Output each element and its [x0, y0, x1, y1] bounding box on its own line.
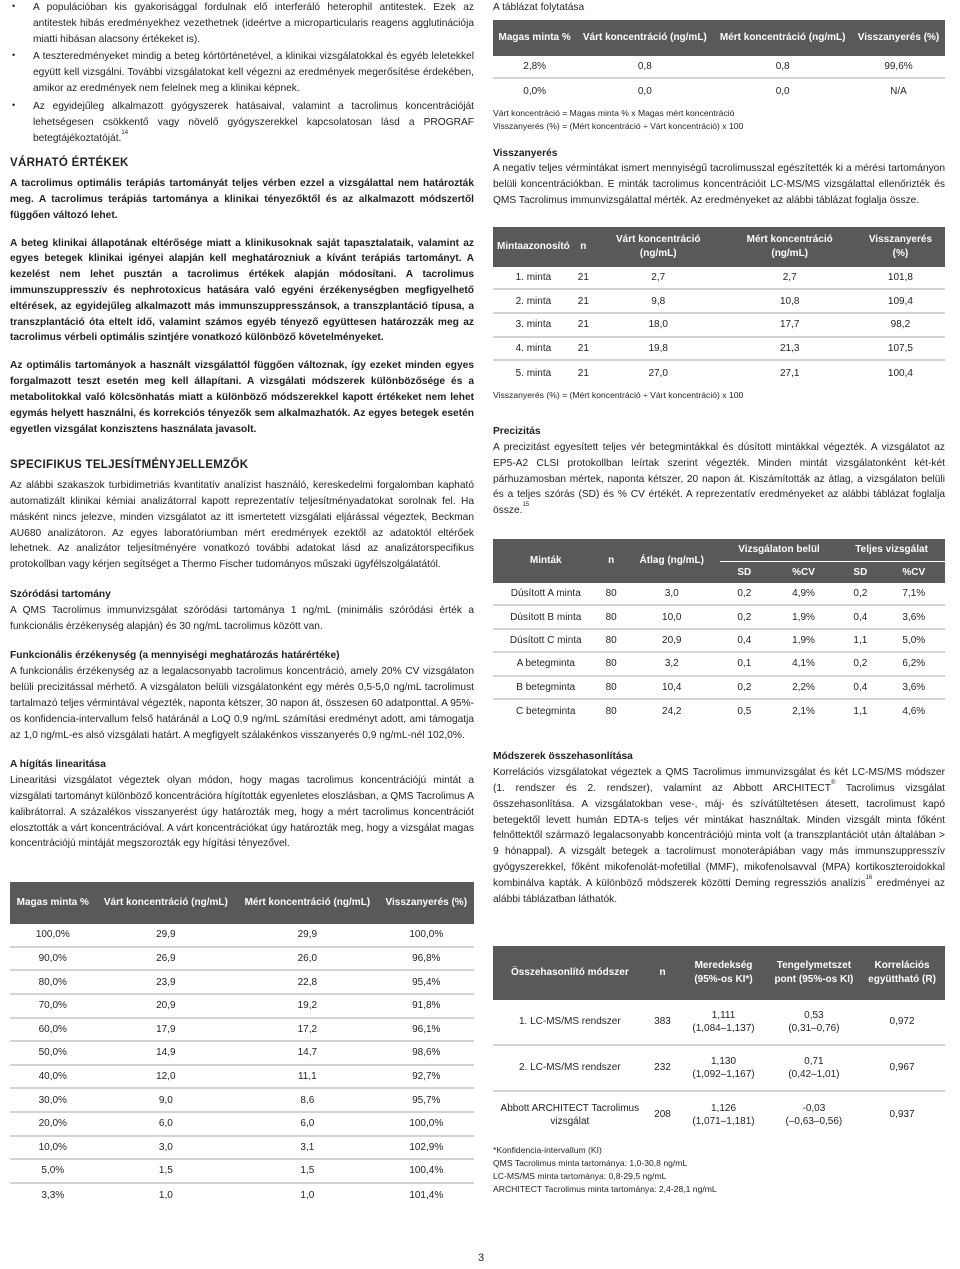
cell-line: 0,972: [889, 1016, 915, 1027]
column-header: n: [599, 539, 624, 583]
table-cell: 2,2%: [769, 677, 838, 700]
cell-line: Abbott ARCHITECT Tacrolimus vizsgálat: [500, 1102, 640, 1127]
table-row: [493, 1046, 945, 1092]
table-cell: 2,1%: [792, 706, 815, 718]
column-header: Tengelymetszet pont (95%-os KI): [769, 946, 859, 1000]
table-cell: 0,0: [637, 85, 652, 97]
table-cell: 0,4: [838, 606, 882, 629]
table-row: [493, 290, 945, 314]
table-cell: 27,1: [779, 367, 800, 379]
column-header: Visszanyerés (%): [379, 882, 474, 924]
column-header: Várt koncentráció (ng/mL): [593, 227, 724, 267]
table-row: [493, 314, 945, 338]
table-cell: 80: [599, 606, 624, 629]
cell-line: 0,71: [804, 1055, 824, 1067]
table-cell: 102,9%: [379, 1137, 474, 1161]
table-cell: 80: [599, 677, 624, 700]
table-cell: 80: [605, 706, 617, 718]
table-cell: 6,0: [236, 1113, 378, 1137]
table-cell: 92,7%: [379, 1066, 474, 1090]
column-header: %CV: [769, 561, 838, 583]
right-column: [493, 0, 945, 1197]
table-cell: 5,0%: [10, 1160, 96, 1184]
table-cell: 1,1: [853, 706, 868, 718]
table-cell: 21: [574, 338, 593, 362]
subheading-dilution-linearity: A hígítás linearitása: [10, 759, 106, 771]
table-cell: [493, 1092, 647, 1138]
cell-line: (1,092–1,167): [692, 1068, 755, 1080]
table-cell: 100,4%: [379, 1160, 474, 1184]
table-cell: 96,8%: [379, 948, 474, 972]
table-cell: 1,0: [158, 1190, 173, 1202]
table-cell: 1,5: [236, 1160, 378, 1184]
list-item: • A teszteredményeket mindig a beteg kórtörténetével, a klinikai vizsgálatokkal és egyéb leletekkel együtt kell vizsgálni. További vizsgálatokat kell végezni az eredmények megerősítése érdekében, amikor az eredmények nem felelnek meg a klinikai képnek.: [10, 49, 474, 96]
paragraph-text: A precizitást egyesített teljes vér betegmintákkal és dúsított mintákkal végezték. A vizsgálatot az EP5-A2 CLSI protokollban leírtak szerint végezték. Minden mintát vizsgálatonként két-két párhuzamosban mértek, naponta kétszer, 20 napon át. Kiszámították az átlag, a vizsgálaton belüli és a teljes szórás (SD) és % CV értékét. A reprezentatív eredményeket az alábbi táblázat foglalja össze.: [493, 441, 945, 517]
table-cell: 109,4: [856, 290, 945, 314]
table-cell: 9,0: [96, 1089, 237, 1113]
cell-line: 0,967: [889, 1062, 915, 1073]
table-cell: [769, 1092, 859, 1138]
table-row: [493, 606, 945, 629]
precision-table: [493, 539, 945, 723]
table-cell: 0,2: [838, 653, 882, 676]
cell-line: 0,937: [889, 1109, 915, 1120]
table-cell: 7,1%: [883, 583, 945, 606]
table-cell: 3,2: [624, 653, 720, 676]
paragraph: A funkcionális érzékenység az a legalacsonyabb tacrolimus koncentráció, amely 20% CV vizsgálaton belüli precizitással mérhető. A vizsgálaton belüli vizsgálatonként egy mérés 0,5-5,0 ng/mL tacrolimust tartalmazó teljes vérmintával végezték, naponta kétszer, 30 napon át, összesen 60 adatponttal. A 95%-os konfidencia-intervallum felső határánál a LoQ 0,9 ng/mL számítási eredményt adott, ami támogatja az 1,0 ng/mL-es alsó vizsgálati határt. A megfigyelt szálakénkos visszanyerés 0,9 ng/mL-nél 102,0%.: [10, 666, 474, 741]
linearity-table: [10, 882, 474, 1207]
table-cell: 60,0%: [10, 1019, 96, 1043]
subheading-precision: Precizitás: [493, 426, 541, 438]
table-row: [493, 338, 945, 362]
table-cell: 1,9%: [769, 630, 838, 653]
column-header: Visszanyerés (%): [856, 227, 945, 267]
table-cell: [647, 1000, 679, 1046]
table-cell: [859, 1000, 945, 1046]
table-cell: 107,5: [856, 338, 945, 362]
table-cell: 80: [599, 630, 624, 653]
registered-mark: ®: [830, 780, 836, 786]
method-comparison-table: [493, 946, 945, 1138]
cell-line: 1,126: [710, 1102, 737, 1114]
table-row: [10, 995, 474, 1019]
column-header: Összehasonlító módszer: [493, 946, 647, 1000]
table-cell: 2. minta: [493, 290, 574, 314]
table-cell: 80: [599, 653, 624, 676]
table-row: [10, 1113, 474, 1137]
table-cell: 21: [577, 367, 589, 379]
table-cell: 17,7: [724, 314, 856, 338]
table-cell: 22,8: [236, 971, 378, 995]
paragraph-text: eredményei az alábbi táblázatban láthatók.: [493, 877, 945, 905]
column-header: SD: [838, 561, 882, 583]
list-item: [10, 99, 474, 146]
column-header: Magas minta %: [493, 20, 576, 56]
column-header: Meredekség (95%-os KI*): [678, 946, 768, 1000]
reference-number: 14: [121, 129, 129, 136]
table-cell: 0,2: [720, 677, 769, 700]
table-row: [493, 1000, 945, 1046]
table-cell: 20,9: [96, 995, 237, 1019]
table-cell: 0,2: [720, 606, 769, 629]
cell-line: 232: [654, 1062, 671, 1073]
table-row: [493, 653, 945, 676]
table-cell: [678, 1092, 768, 1138]
column-header: Mért koncentráció (ng/mL): [236, 882, 378, 924]
table-cell: Dúsított A minta: [493, 583, 599, 606]
table-cell: 1,9%: [769, 606, 838, 629]
cell-line: 1,111: [711, 1009, 736, 1021]
reference-number: 16: [865, 874, 873, 881]
table-cell: 3,1: [236, 1137, 378, 1161]
table-note: ARCHITECT Tacrolimus minta tartománya: 2,4-28,1 ng/mL: [493, 1184, 717, 1195]
table-row: [10, 1089, 474, 1113]
column-header: Várt koncentráció (ng/mL): [576, 20, 713, 56]
table-cell: 0,0: [775, 85, 790, 97]
section-heading-performance: SPECIFIKUS TELJESÍTMÉNYJELLEMZŐK: [10, 459, 249, 472]
page-number: 3: [478, 1252, 485, 1264]
table-cell: 2,7: [593, 267, 724, 291]
cell-line: (0,31–0,76): [788, 1022, 840, 1034]
table-cell: [493, 1046, 647, 1092]
table-cell: 100,0%: [10, 924, 96, 948]
table-row: [10, 1160, 474, 1184]
cell-line: 208: [654, 1109, 671, 1120]
table-cell: 21: [574, 290, 593, 314]
table-cell: 1,1: [838, 630, 882, 653]
paragraph: A negatív teljes vérmintákat ismert mennyiségű tacrolimusszal egészítették ki a mérési tartományon belüli koncentrációkban. E minták tacrolimus koncentrációit LC-MS/MS vizsgálattal ellenőrizték és QMS Tacrolimus immunvizsgálattal mérték. Az eredményeket az alábbi táblázat foglalja össze.: [493, 163, 945, 207]
table-row: [493, 267, 945, 291]
table-cell: 3,6%: [883, 677, 945, 700]
table-cell: 12,0: [96, 1066, 237, 1090]
cell-line: (0,42–1,01): [788, 1068, 840, 1080]
table-cell: [678, 1000, 768, 1046]
table-cell: 100,4: [887, 367, 913, 379]
table-cell: [493, 1000, 647, 1046]
table-cell: 95,7%: [379, 1089, 474, 1113]
table-row: [493, 677, 945, 700]
table-cell: 29,9: [236, 924, 378, 948]
table-cell: 29,9: [96, 924, 237, 948]
paragraph: [493, 765, 945, 907]
table-cell: 11,1: [236, 1066, 378, 1090]
table-cell: 2,7: [724, 267, 856, 291]
linearity-table-continued: [493, 20, 945, 103]
table-cell: 98,6%: [379, 1042, 474, 1066]
column-header: n: [647, 946, 679, 1000]
table-row: [493, 79, 945, 103]
table-cell: 90,0%: [10, 948, 96, 972]
table-cell: 96,1%: [379, 1019, 474, 1043]
table-cell: 4,9%: [769, 583, 838, 606]
paragraph: A beteg klinikai állapotának eltérősége miatt a klinikusoknak saját tapasztalataik, valamint az egyes betegek klinikai igényei alapján kell meghatározniuk a kívánt terápiás tartományt. A kezelést nem lehet pusztán a tacrolimus értékek alapján módosítani. A tacrolimus immunszuppresszív és nephrotoxicus hatására való egyéni érzékenységben megfigyelhető eltérések, az egyidejűleg alkalmazott más immunszuppresszánsok, a transzplantáció típusa, a transzplantáció óta eltelt idő, valamint számos egyéb tényező együttesen határozzák meg az tacrolimus vérbeli optimális szintjére vonatkozó különböző követelményeket.: [10, 237, 474, 344]
table-cell: Dúsított C minta: [493, 630, 599, 653]
table-cell: 80: [599, 583, 624, 606]
table-cell: 20,9: [624, 630, 720, 653]
column-header: %CV: [883, 561, 945, 583]
column-header: Átlag (ng/mL): [624, 539, 720, 583]
table-cell: A betegminta: [493, 653, 599, 676]
table-cell: 24,2: [662, 706, 682, 718]
table-cell: 0,2: [720, 583, 769, 606]
left-column: [10, 0, 474, 1207]
table-row: [493, 630, 945, 653]
table-cell: 95,4%: [379, 971, 474, 995]
table-row: [10, 1019, 474, 1043]
list-item: • A populációban kis gyakorisággal fordulnak elő interferáló heterophil antitestek. Ezek az antitestek hibás eredményekhez vezethetnek (ideértve a microparticularis reagens agglutinációja miatti hibásan alacsony értékeket is).: [10, 0, 474, 47]
table-cell: C betegminta: [516, 706, 576, 718]
table-cell: 26,9: [96, 948, 237, 972]
table-cell: 23,9: [96, 971, 237, 995]
table-row: [10, 1137, 474, 1161]
table-cell: Dúsított B minta: [493, 606, 599, 629]
table-cell: [769, 1046, 859, 1092]
table-note: Várt koncentráció = Magas minta % x Magas mért koncentráció: [493, 108, 735, 118]
table-row: [493, 1092, 945, 1138]
table-row: [493, 700, 945, 723]
table-cell: 5,0%: [883, 630, 945, 653]
subheading-functional-sensitivity: Funkcionális érzékenység (a mennyiségi meghatározás határértéke): [10, 650, 340, 662]
table-row: [493, 583, 945, 606]
table-note: QMS Tacrolimus minta tartománya: 1,0-30,8 ng/mL: [493, 1157, 688, 1168]
table-cell: 101,4%: [409, 1190, 444, 1202]
table-cell: 5. minta: [515, 367, 552, 379]
table-cell: 2,8%: [493, 56, 576, 80]
cell-line: 1. LC-MS/MS rendszer: [518, 1016, 621, 1027]
table-cell: [769, 1000, 859, 1046]
column-header: Várt koncentráció (ng/mL): [96, 882, 237, 924]
table-cell: 10,0%: [10, 1137, 96, 1161]
paragraph: Linearitási vizsgálatot végeztek olyan módon, hogy magas tacrolimus koncentrációjú mintát a vizsgálati tartományt különböző koncentrációra hígították egyenletes eloszlásban, a QMS Tacrolimus A kalibrátorral. A százalékos visszanyerést úgy határozták meg, hogy a mért tacrolimus koncentrációt elosztották a várt koncentrációval. A várt koncentrációkat úgy határozták meg, hogy a vizsgálat magas koncentrációjú mintáját megszorozták egy hígítási tényezővel.: [10, 775, 474, 850]
limitations-list: [10, 0, 474, 146]
table-cell: 14,7: [236, 1042, 378, 1066]
table-note: LC-MS/MS minta tartománya: 0,8-29,5 ng/mL: [493, 1171, 667, 1182]
table-row: [493, 361, 945, 385]
subheading-range: Szóródási tartomány: [10, 589, 111, 600]
table-cell: 26,0: [236, 948, 378, 972]
table-cell: 0,2: [838, 583, 882, 606]
cell-line: 0,53: [804, 1009, 824, 1021]
table-cell: 30,0%: [10, 1089, 96, 1113]
subheading-method-comparison: Módszerek összehasonlítása: [493, 751, 633, 763]
cell-line: -0,03: [802, 1102, 826, 1114]
table-row: [10, 971, 474, 995]
table-cell: 100,0%: [379, 1113, 474, 1137]
table-cell: 3,6%: [883, 606, 945, 629]
table-cell: 21: [574, 314, 593, 338]
table-cell: 0,0%: [523, 85, 547, 97]
table-row: [10, 1066, 474, 1090]
table-cell: 21,3: [724, 338, 856, 362]
table-cell: 8,6: [236, 1089, 378, 1113]
table-row: [10, 1042, 474, 1066]
table-cell: 100,0%: [379, 924, 474, 948]
paragraph: Az alábbi szakaszok turbidimetriás kvantitatív analízist használó, kereskedelmi forgalomban kapható automatizált klinikai kémiai analizátorral kapott reprezentatív teljesítményadatokat sorolnak fel. Ha másként nincs jelezve, minden vizsgálatot az itt ismertetett vizsgálati eljárással végeztek, Beckman AU680 analizátoron. Az egyes laboratóriumban mért eredmények ezektől az adatoktól eltérőek lehetnek. Az analizátor teljesítményére vonatkozó további adatokat lásd az analizátorspecifikus protokollban vagy kérjen segítséget a Thermo Fischer tudományos műszaki ügyfélszolgálatától.: [10, 480, 474, 571]
table-cell: 10,4: [624, 677, 720, 700]
cell-line: 1,130: [710, 1055, 737, 1067]
table-cell: 17,2: [236, 1019, 378, 1043]
table-cell: 17,9: [96, 1019, 237, 1043]
column-header: n: [574, 227, 593, 267]
table-cell: 80,0%: [10, 971, 96, 995]
column-header: Mintaazonosító: [493, 227, 574, 267]
table-cell: 91,8%: [379, 995, 474, 1019]
column-header: Visszanyerés (%): [852, 20, 945, 56]
reference-number: 15: [522, 502, 530, 509]
column-header: Vizsgálaton belül: [720, 539, 838, 561]
column-header: Mért koncentráció (ng/mL): [724, 227, 856, 267]
table-cell: 1,5: [96, 1160, 237, 1184]
table-cell: 21: [574, 267, 593, 291]
table-cell: 20,0%: [10, 1113, 96, 1137]
table-row: [10, 1184, 474, 1208]
list-item-text: Az egyidejűleg alkalmazott gyógyszerek hatásaival, valamint a tacrolimus koncentrációját lehetségesen csökkentő vagy növelő gyógyszerekkel kapcsolatosan lásd a PROGRAF betegtájékoztatóját.: [33, 100, 474, 144]
table-cell: 50,0%: [10, 1042, 96, 1066]
paragraph: A QMS Tacrolimus immunvizsgálat szóródási tartománya 1 ng/mL (minimális szóródási érték a funkcionális érzékenység alapján) és 30 ng/mL tacrolimus között van.: [10, 604, 474, 632]
table-cell: 19,8: [593, 338, 724, 362]
paragraph: Az optimális tartományok a használt vizsgálattól függően változnak, így ezeket minden egyes forgalmazott teszt esetén meg kell állapítani. A vizsgálati módszerek különbözősége és a metabolitokkal való kölcsönhatás miatt a különböző módszerekkel kapott értékeket nem lehet egymás helyett használni, és korrekciós tényezők sem alkalmazhatók. Az egyes betegek esetén egyetlen vizsgálat konzisztens használata javasolt.: [10, 360, 474, 435]
table-cell: 27,0: [648, 367, 668, 379]
table-cell: [678, 1046, 768, 1092]
table-cell: [647, 1046, 679, 1092]
subheading-recovery: Visszanyerés: [493, 147, 558, 159]
column-header: Teljes vizsgálat: [838, 539, 945, 561]
table-cell: 40,0%: [10, 1066, 96, 1090]
table-cell: 6,0: [96, 1113, 237, 1137]
table-cell: 1,0: [300, 1190, 315, 1202]
table-cell: 3. minta: [493, 314, 574, 338]
table-cell: 14,9: [96, 1042, 237, 1066]
table-cell: 0,8: [576, 56, 713, 80]
table-cell: N/A: [890, 85, 907, 97]
column-header: SD: [720, 561, 769, 583]
table-cell: 3,3%: [41, 1190, 65, 1202]
table-cell: 19,2: [236, 995, 378, 1019]
column-header: Magas minta %: [10, 882, 96, 924]
cell-line: 383: [654, 1016, 671, 1027]
column-header: Minták: [493, 539, 599, 583]
paragraph: A tacrolimus optimális terápiás tartományát teljes vérben ezzel a vizsgálattal nem határozták meg. A tacrolimus terápiás tartománya a klinikai tényezőktől és az alkalmazott módszertől függően változó lehet.: [10, 178, 474, 221]
table-cell: 0,4: [838, 677, 882, 700]
column-header: Mért koncentráció (ng/mL): [713, 20, 852, 56]
table-cell: 101,8: [856, 267, 945, 291]
table-cell: [647, 1092, 679, 1138]
table-continued-label: A táblázat folytatása: [493, 2, 585, 13]
table-cell: 10,0: [624, 606, 720, 629]
table-cell: [859, 1092, 945, 1138]
table-cell: 99,6%: [852, 56, 945, 80]
table-cell: B betegminta: [493, 677, 599, 700]
table-row: [10, 924, 474, 948]
table-note: *Konfidencia-intervallum (KI): [493, 1144, 602, 1155]
table-cell: 4. minta: [493, 338, 574, 362]
table-row: [493, 56, 945, 80]
table-cell: 0,1: [720, 653, 769, 676]
cell-line: (1,071–1,181): [692, 1115, 755, 1127]
section-heading-expected-values: VÁRHATÓ ÉRTÉKEK: [10, 157, 129, 170]
table-cell: 3,0: [624, 583, 720, 606]
table-cell: 1. minta: [493, 267, 574, 291]
comparison-notes: [493, 1144, 945, 1197]
table-cell: 6,2%: [883, 653, 945, 676]
table-cell: 10,8: [724, 290, 856, 314]
cell-line: (1,084–1,137): [692, 1022, 755, 1034]
table-cell: 9,8: [593, 290, 724, 314]
table-cell: 0,5: [737, 706, 752, 718]
cell-line: 2. LC-MS/MS rendszer: [518, 1062, 621, 1073]
table-row: [10, 948, 474, 972]
table-cell: 3,0: [96, 1137, 237, 1161]
table-cell: 70,0%: [10, 995, 96, 1019]
paragraph-text: Tacrolimus vizsgálat összehasonlítása. A vizsgálatokban vese-, máj- és szívátültetésen átesett, tacrolimust kapó betegektől levett humán EDTA-s teljes vér mintákat használtak. Minden vizsgált minta főként felnőttektől származó legalacsonyabb koncentrációjú minta volt (a transzplantációt után általában > 9 hónappal). A vizsgált betegek a tacrolimust monoterápiában vagy más immunszuppresszív gyógyszerekkel, főként mikofenolát-mofetillal (MMF), mikofenolsavval (MPA) kortikoszteroidokkal kombinálva kapták. A különböző módszerek közötti Deming regressziós analízis: [493, 783, 945, 889]
table-cell: [859, 1046, 945, 1092]
table-cell: 0,4: [720, 630, 769, 653]
column-header: Korrelációs együttható (R): [859, 946, 945, 1000]
recovery-table: [493, 227, 945, 385]
table-cell: 0,8: [713, 56, 852, 80]
paragraph-text: Korrelációs vizsgálatokat végeztek a QMS Tacrolimus immunvizsgálat és két LC-MS/MS módszer (1. rendszer és 2. rendszer), valamint az Abbott ARCHITECT: [493, 767, 945, 794]
table-cell: 4,1%: [769, 653, 838, 676]
table-cell: 4,6%: [902, 706, 926, 718]
table-cell: 18,0: [593, 314, 724, 338]
table-cell: 98,2: [856, 314, 945, 338]
table-note: Visszanyerés (%) = (Mért koncentráció ÷ Várt koncentráció) x 100: [493, 121, 744, 132]
table-note: Visszanyerés (%) = (Mért koncentráció ÷ Várt koncentráció) x 100: [493, 389, 744, 400]
cell-line: (–0,63–0,56): [785, 1115, 843, 1127]
paragraph: [493, 440, 945, 519]
